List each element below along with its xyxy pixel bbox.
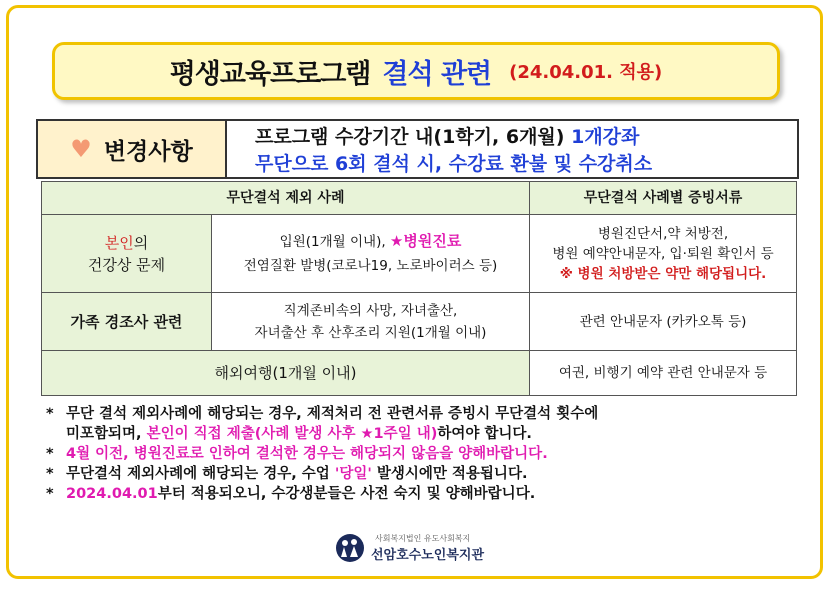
category-line2: 건강상 문제 (87, 255, 166, 274)
table-row (42, 215, 797, 293)
note-text: 부터 적용되오니, 수강생분들은 사전 숙지 및 양해바랍니다. (157, 486, 536, 502)
change-line-2: 무단으로 6회 결석 시, 수강료 환불 및 수강취소 (255, 153, 653, 175)
table-header-row (42, 182, 797, 215)
detail-line1: 직계존비속의 사망, 자녀출산, (283, 302, 458, 319)
category-highlight: 본인 (104, 233, 134, 252)
footer-text (371, 533, 484, 563)
family-logo-icon (335, 533, 365, 563)
docs-note: ※ 병원 처방받은 약만 해당됩니다. (559, 265, 767, 282)
row-category-health (42, 215, 212, 293)
heart-icon: ♥ (70, 135, 92, 163)
note-highlight: 본인이 직접 제출(사례 발생 사후 ★1주일 내) (146, 426, 438, 442)
change-notice (36, 119, 799, 179)
exception-table (41, 181, 797, 396)
notes-list (44, 404, 804, 504)
row-docs-family: 관련 안내문자 (카카오톡 등) (530, 293, 797, 351)
change-line1-text: 프로그램 수강기간 내(1학기, 6개월) (255, 126, 565, 148)
footer-name: 선암호수노인복지관 (371, 548, 485, 563)
docs-line1: 병원진단서,약 처방전, (597, 225, 729, 242)
table-header-exceptions: 무단결석 제외 사례 (42, 182, 530, 215)
note-bullet: * (46, 486, 54, 502)
title-banner (52, 42, 780, 100)
row-docs-travel: 여권, 비행기 예약 관련 안내문자 등 (530, 351, 797, 396)
table-row (42, 351, 797, 396)
note-line: 무단 결석 제외사례에 해당되는 경우, 제적처리 전 관련서류 증빙시 무단결석 횟수에 (66, 406, 599, 422)
category-rest: 의 (133, 233, 149, 252)
note-highlight: '당일' (334, 466, 372, 482)
note-item (44, 404, 804, 444)
change-line1-highlight: 1개강좌 (571, 126, 640, 148)
change-line-1 (255, 124, 797, 151)
row-detail-family (212, 293, 530, 351)
title-date-note: (24.04.01. 적용) (509, 62, 663, 83)
footer-small: 사회복지법인 유도사회복지 (375, 534, 471, 543)
note-bullet: * (46, 466, 54, 482)
row-category-travel: 해외여행(1개월 이내) (42, 351, 530, 396)
detail-line1-highlight: ★병원진료 (389, 232, 462, 250)
note-text: 무단결석 제외사례에 해당되는 경우, 수업 (66, 466, 335, 482)
title-main: 평생교육프로그램 (169, 58, 371, 90)
row-docs-health (530, 215, 797, 293)
note-item (44, 464, 804, 484)
note-text: 발생시에만 적용됩니다. (371, 466, 528, 482)
docs-line2: 병원 예약안내문자, 입·퇴원 확인서 등 (552, 245, 774, 262)
table-header-documents: 무단결석 사례별 증빙서류 (530, 182, 797, 215)
change-content (227, 121, 797, 177)
note-text: 미포함되며, (66, 426, 147, 442)
change-label: 변경사항 (103, 138, 193, 165)
detail-line2: 자녀출산 후 산후조리 지원(1개월 이내) (254, 324, 487, 341)
note-highlight: 4월 이전, 병원진료로 인하여 결석한 경우는 해당되지 않음을 양해바랍니다. (66, 446, 548, 462)
note-bullet: * (46, 446, 54, 462)
note-bullet: * (46, 406, 54, 422)
table-row (42, 293, 797, 351)
note-text: 하여야 합니다. (437, 426, 532, 442)
note-item (44, 444, 804, 464)
row-detail-health (212, 215, 530, 293)
note-line (66, 424, 804, 444)
change-label-cell (38, 121, 227, 177)
note-highlight: 2024.04.01 (66, 486, 158, 502)
row-category-family: 가족 경조사 관련 (42, 293, 212, 351)
detail-line1: 입원(1개월 이내), (279, 234, 390, 250)
footer (335, 530, 484, 566)
note-item (44, 484, 804, 504)
title-highlight: 결석 관련 (382, 58, 492, 90)
detail-line2: 전염질환 발병(코로나19, 노로바이러스 등) (243, 258, 498, 274)
